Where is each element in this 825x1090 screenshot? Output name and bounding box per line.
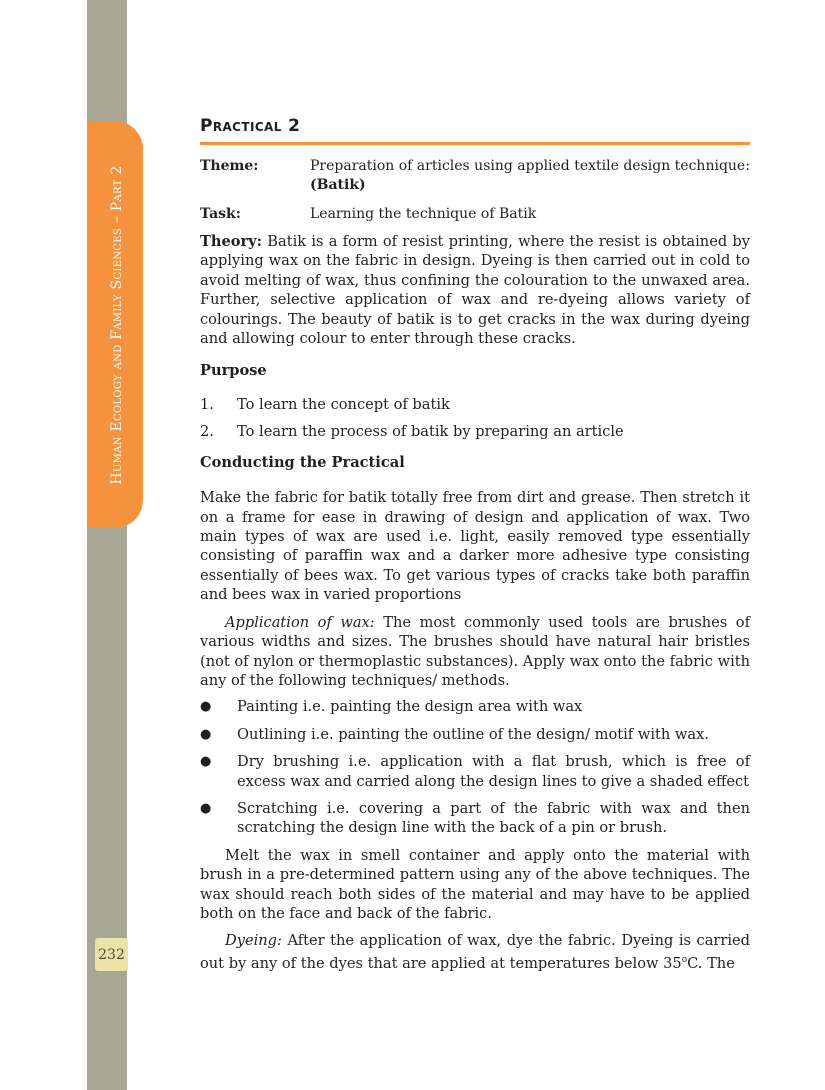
- melt-paragraph: Melt the wax in smell container and apply onto the material with brush in a pre-determined pattern using any of the above techniques. The wax should reach both sides of the material and may have to be applied both on the face and back of the fabric.: [200, 846, 750, 922]
- list-item: [200, 799, 750, 838]
- theme-row: [200, 157, 750, 195]
- conducting-heading: Conducting the Practical: [200, 454, 405, 472]
- bullet-icon: ●: [200, 726, 212, 742]
- theme-label: Theme:: [200, 158, 259, 174]
- list-text: Dry brushing i.e. application with a flat brush, which is free of excess wax and carried along the design lines to give a shaded effect: [237, 753, 750, 790]
- task-value: Learning the technique of Batik: [310, 206, 537, 222]
- theory-label: Theory:: [200, 233, 263, 250]
- dyeing-text-end: C. The: [687, 954, 735, 972]
- list-item: [200, 422, 750, 441]
- task-label: Task:: [200, 206, 241, 222]
- list-text: Outlining i.e. painting the outline of the design/ motif with wax.: [237, 725, 709, 743]
- list-item: [200, 752, 750, 791]
- list-text: Scratching i.e. covering a part of the fabric with wax and then scratching the design line with the back of a pin or brush.: [237, 799, 750, 837]
- list-text: To learn the process of batik by preparing an article: [237, 422, 624, 440]
- conducting-paragraph: Make the fabric for batik totally free from dirt and grease. Then stretch it on a frame for ease in drawing of design and application of wax. Two main types of wax are used i.e. light, easily removed type essentially consisting of paraffin wax and a darker more adhesive type consisting essentially of bees wax. To get various types of cracks take both paraffin and bees wax in varied proportions: [200, 489, 750, 604]
- dyeing-label: Dyeing:: [225, 932, 282, 950]
- degree-superscript: o: [681, 954, 688, 965]
- technique-list: [200, 697, 750, 837]
- application-paragraph: [200, 613, 750, 691]
- theory-text: Batik is a form of resist printing, where the resist is obtained by applying wax on the fabric in design. Dyeing is then carried out in cold to avoid melting of wax, thus confining the colouration to the unwaxed area. Further, selective application of wax and re-dyeing allows variety of colourings. The beauty of batik is to get cracks in the wax during dyeing and allowing colour to enter through these cracks.: [200, 233, 750, 348]
- purpose-list: [200, 395, 750, 441]
- list-marker: 1.: [200, 396, 214, 414]
- list-item: [200, 697, 750, 716]
- practical-heading: Practical 2: [200, 116, 750, 145]
- list-text: Painting i.e. painting the design area with wax: [237, 698, 583, 716]
- theme-text: Preparation of articles using applied textile design technique:: [310, 158, 750, 174]
- list-item: [200, 725, 750, 744]
- page-content: [200, 116, 750, 973]
- list-marker: 2.: [200, 422, 214, 440]
- running-title: Human Ecology and Family Sciences – Part 2: [109, 165, 125, 485]
- list-item: [200, 395, 750, 414]
- theme-technique: (Batik): [310, 177, 366, 193]
- application-text: The most commonly used tools are brushes of various widths and sizes. The brushes should have natural hair bristles (not of nylon or thermoplastic substances). Apply wax onto the fabric with any of the following techniques/ methods.: [200, 613, 750, 689]
- theory-paragraph: [200, 232, 750, 348]
- list-text: To learn the concept of batik: [237, 396, 450, 414]
- dyeing-paragraph: [200, 931, 750, 973]
- task-row: [200, 205, 750, 224]
- bullet-icon: ●: [200, 800, 212, 816]
- dyeing-text: After the application of wax, dye the fabric. Dyeing is carried out by any of the dyes that are applied at temperatures below 35: [200, 932, 750, 972]
- purpose-heading: Purpose: [200, 362, 267, 380]
- page-number: 232: [95, 938, 128, 971]
- bullet-icon: ●: [200, 754, 212, 770]
- theme-value: [310, 157, 750, 195]
- application-label: Application of wax:: [225, 613, 375, 631]
- bullet-icon: ●: [200, 699, 212, 715]
